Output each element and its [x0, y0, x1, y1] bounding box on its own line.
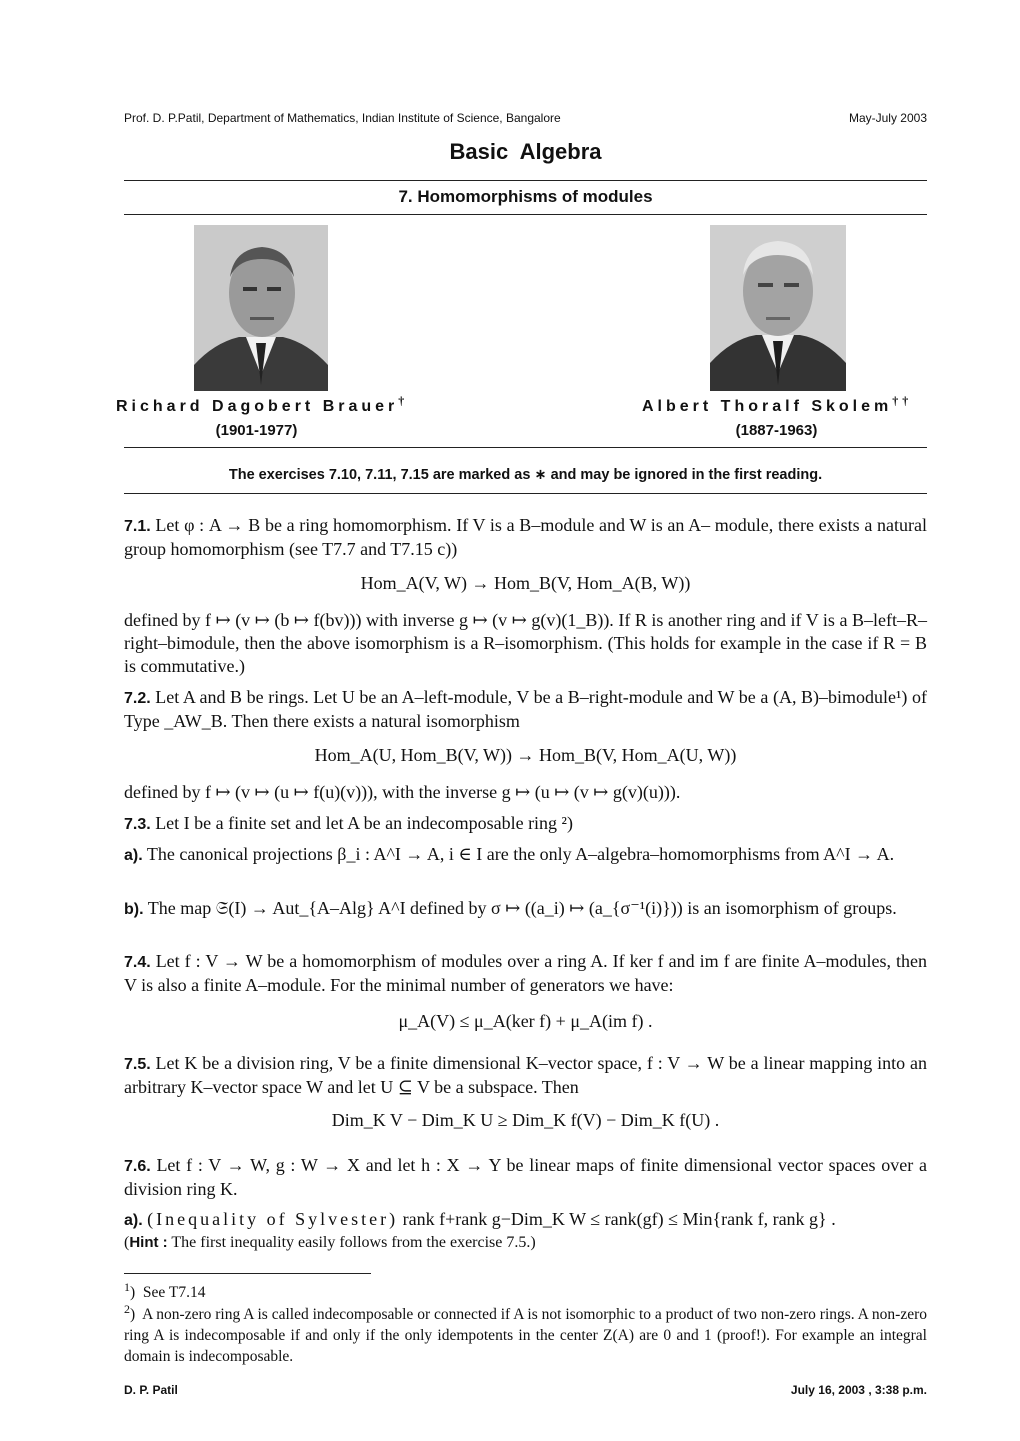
- part-label-7-3b: b).: [124, 901, 144, 918]
- rule-subtitle: [124, 214, 927, 215]
- hint-label: Hint :: [129, 1234, 168, 1251]
- footnote-1: $^1$) See T7.14: [124, 1279, 206, 1301]
- name-brauer: Richard Dagobert Brauer: [116, 398, 399, 415]
- exercise-7-4-display: μ_A(V) ≤ μ_A(ker f) + μ_A(im f) .: [398, 1011, 653, 1031]
- exercise-7-6-text: Let f : V → W, g : W → X and let h : X → Y be linear maps of finite dimensional vector spaces over a division ring K.: [124, 1155, 927, 1199]
- sylvester-label: (Inequality of Sylvester): [147, 1209, 399, 1229]
- exercise-7-3a-text: The canonical projections β_i : A^I → A, i ∈ I are the only A–algebra–homomorphisms from A^I → A.: [146, 844, 895, 864]
- portrait-name-brauer: [116, 393, 416, 416]
- rule-portraits: [124, 447, 927, 448]
- exercise-7-5: [124, 1052, 927, 1099]
- name-skolem: Albert Thoralf Skolem: [642, 398, 893, 415]
- exercise-7-2-cont: defined by f ↦ (v ↦ (u ↦ f(u)(v))), with the inverse g ↦ (u ↦ (v ↦ g(v)(u))).: [124, 782, 681, 802]
- rule-note: [124, 493, 927, 494]
- years-brauer: (1901-1977): [215, 422, 298, 439]
- exercise-7-4-text: Let f : V → W be a homomorphism of modules over a ring A. If ker f and im f are finite A–modules, then V is also a finite A–module. For the minimal number of generators we have:: [124, 951, 928, 995]
- part-label-7-3a: a).: [124, 847, 143, 864]
- exercise-7-1: [124, 514, 927, 561]
- header-left: Prof. D. P.Patil, Department of Mathematics, Indian Institute of Science, Bangalore: [124, 111, 561, 125]
- header-right: May-July 2003: [848, 111, 927, 125]
- hint-text: The first inequality easily follows from the exercise 7.5.): [171, 1234, 536, 1251]
- exercise-number-7-3: 7.3.: [124, 816, 151, 833]
- footnote-2-text: A non-zero ring A is called indecomposable or connected if A is not isomorphic to a product of two non-zero rings. A non-zero ring A is indecomposable if and only if the only idempotents in the center Z(A) are 0 and 1 (proof!). For example an integral domain is indecomposable.: [124, 1306, 927, 1365]
- footer-author: D. P. Patil: [124, 1383, 178, 1397]
- portrait-skolem: [710, 225, 846, 391]
- exercise-7-1-text: Let φ : A → B be a ring homomorphism. If V is a B–module and W is an A– module, there exists a natural group homomorphism (see T7.7 and T7.15 c)): [124, 515, 928, 559]
- mark-skolem: ††: [892, 393, 913, 408]
- portrait-name-skolem: [642, 393, 942, 416]
- rule-top: [124, 180, 927, 181]
- page-footer: [124, 1383, 927, 1397]
- exercise-7-4: [124, 950, 927, 997]
- exercise-7-2: [124, 686, 927, 733]
- portrait-brauer-image: [194, 225, 328, 391]
- exercise-7-3-text: Let I be a finite set and let A be an indecomposable ring ²): [155, 813, 573, 833]
- exercise-7-3: [124, 812, 927, 836]
- exercise-7-6a: [124, 1208, 927, 1232]
- part-label-7-6a: a).: [124, 1212, 143, 1229]
- exercise-7-1-cont: defined by f ↦ (v ↦ (b ↦ f(bv))) with inverse g ↦ (v ↦ g(v)(1_B)). If R is another ring and if V is a B–left–R–right–bimodule, then the above isomorphism is a R–isomorphism. (This holds for example in the case if R = B is commutative.): [124, 610, 927, 676]
- footnote-rule: [124, 1273, 371, 1274]
- section-title: 7. Homomorphisms of modules: [398, 187, 653, 206]
- footnote-2: $^2$) A non-zero ring A is called indecomposable or connected if A is not isomorphic to a product of two non-zero rings. A non-zero ring A is indecomposable if and only if the only idempotents in the center Z(A) are 0 and 1 (proof!). For example an integral domain is indecomposable.: [124, 1301, 927, 1365]
- exercise-number-7-2: 7.2.: [124, 690, 151, 707]
- running-header: [124, 111, 927, 125]
- exercise-number-7-1: 7.1.: [124, 518, 151, 535]
- exercise-7-3a: [124, 843, 927, 867]
- footer-date: July 16, 2003 , 3:38 p.m.: [790, 1383, 927, 1397]
- exercise-number-7-6: 7.6.: [124, 1158, 151, 1175]
- portrait-brauer: [194, 225, 328, 391]
- exercise-7-3b: [124, 897, 927, 921]
- exercise-7-6: [124, 1154, 927, 1201]
- exercise-7-5-text: Let K be a division ring, V be a finite dimensional K–vector space, f : V → W be a linear mapping into an arbitrary K–vector space W and let U ⊆ V be a subspace. Then: [124, 1053, 927, 1097]
- exercise-7-2-text: Let A and B be rings. Let U be an A–left-module, V be a B–right-module and W be a (A, B)–bimodule¹) of Type _AW_B. Then there exists a natural isomorphism: [124, 687, 927, 731]
- mark-brauer: †: [398, 393, 409, 408]
- portrait-skolem-image: [710, 225, 846, 391]
- years-skolem: (1887-1963): [735, 422, 818, 439]
- reading-note: The exercises 7.10, 7.11, 7.15 are marked as ∗ and may be ignored in the first reading.: [228, 467, 823, 483]
- hint-line: (Hint : The first inequality easily follows from the exercise 7.5.): [124, 1234, 536, 1251]
- footnote-1-text: See T7.14: [142, 1284, 206, 1301]
- exercise-number-7-5: 7.5.: [124, 1056, 151, 1073]
- exercise-7-3b-text: The map 𝔖(I) → Aut_{A–Alg} A^I defined by σ ↦ ((a_i) ↦ (a_{σ⁻¹(i)})) is an isomorphism of groups.: [147, 898, 897, 918]
- exercise-7-1-display: Hom_A(V, W) → Hom_B(V, Hom_A(B, W)): [360, 573, 691, 593]
- exercise-7-6a-text: rank f+rank g−Dim_K W ≤ rank(gf) ≤ Min{rank f, rank g} .: [402, 1209, 836, 1229]
- exercise-7-2-display: Hom_A(U, Hom_B(V, W)) → Hom_B(V, Hom_A(U, W)): [314, 745, 737, 765]
- page-title: Basic Algebra: [449, 139, 602, 164]
- exercise-7-5-display: Dim_K V − Dim_K U ≥ Dim_K f(V) − Dim_K f(U) .: [331, 1110, 720, 1130]
- exercise-number-7-4: 7.4.: [124, 954, 151, 971]
